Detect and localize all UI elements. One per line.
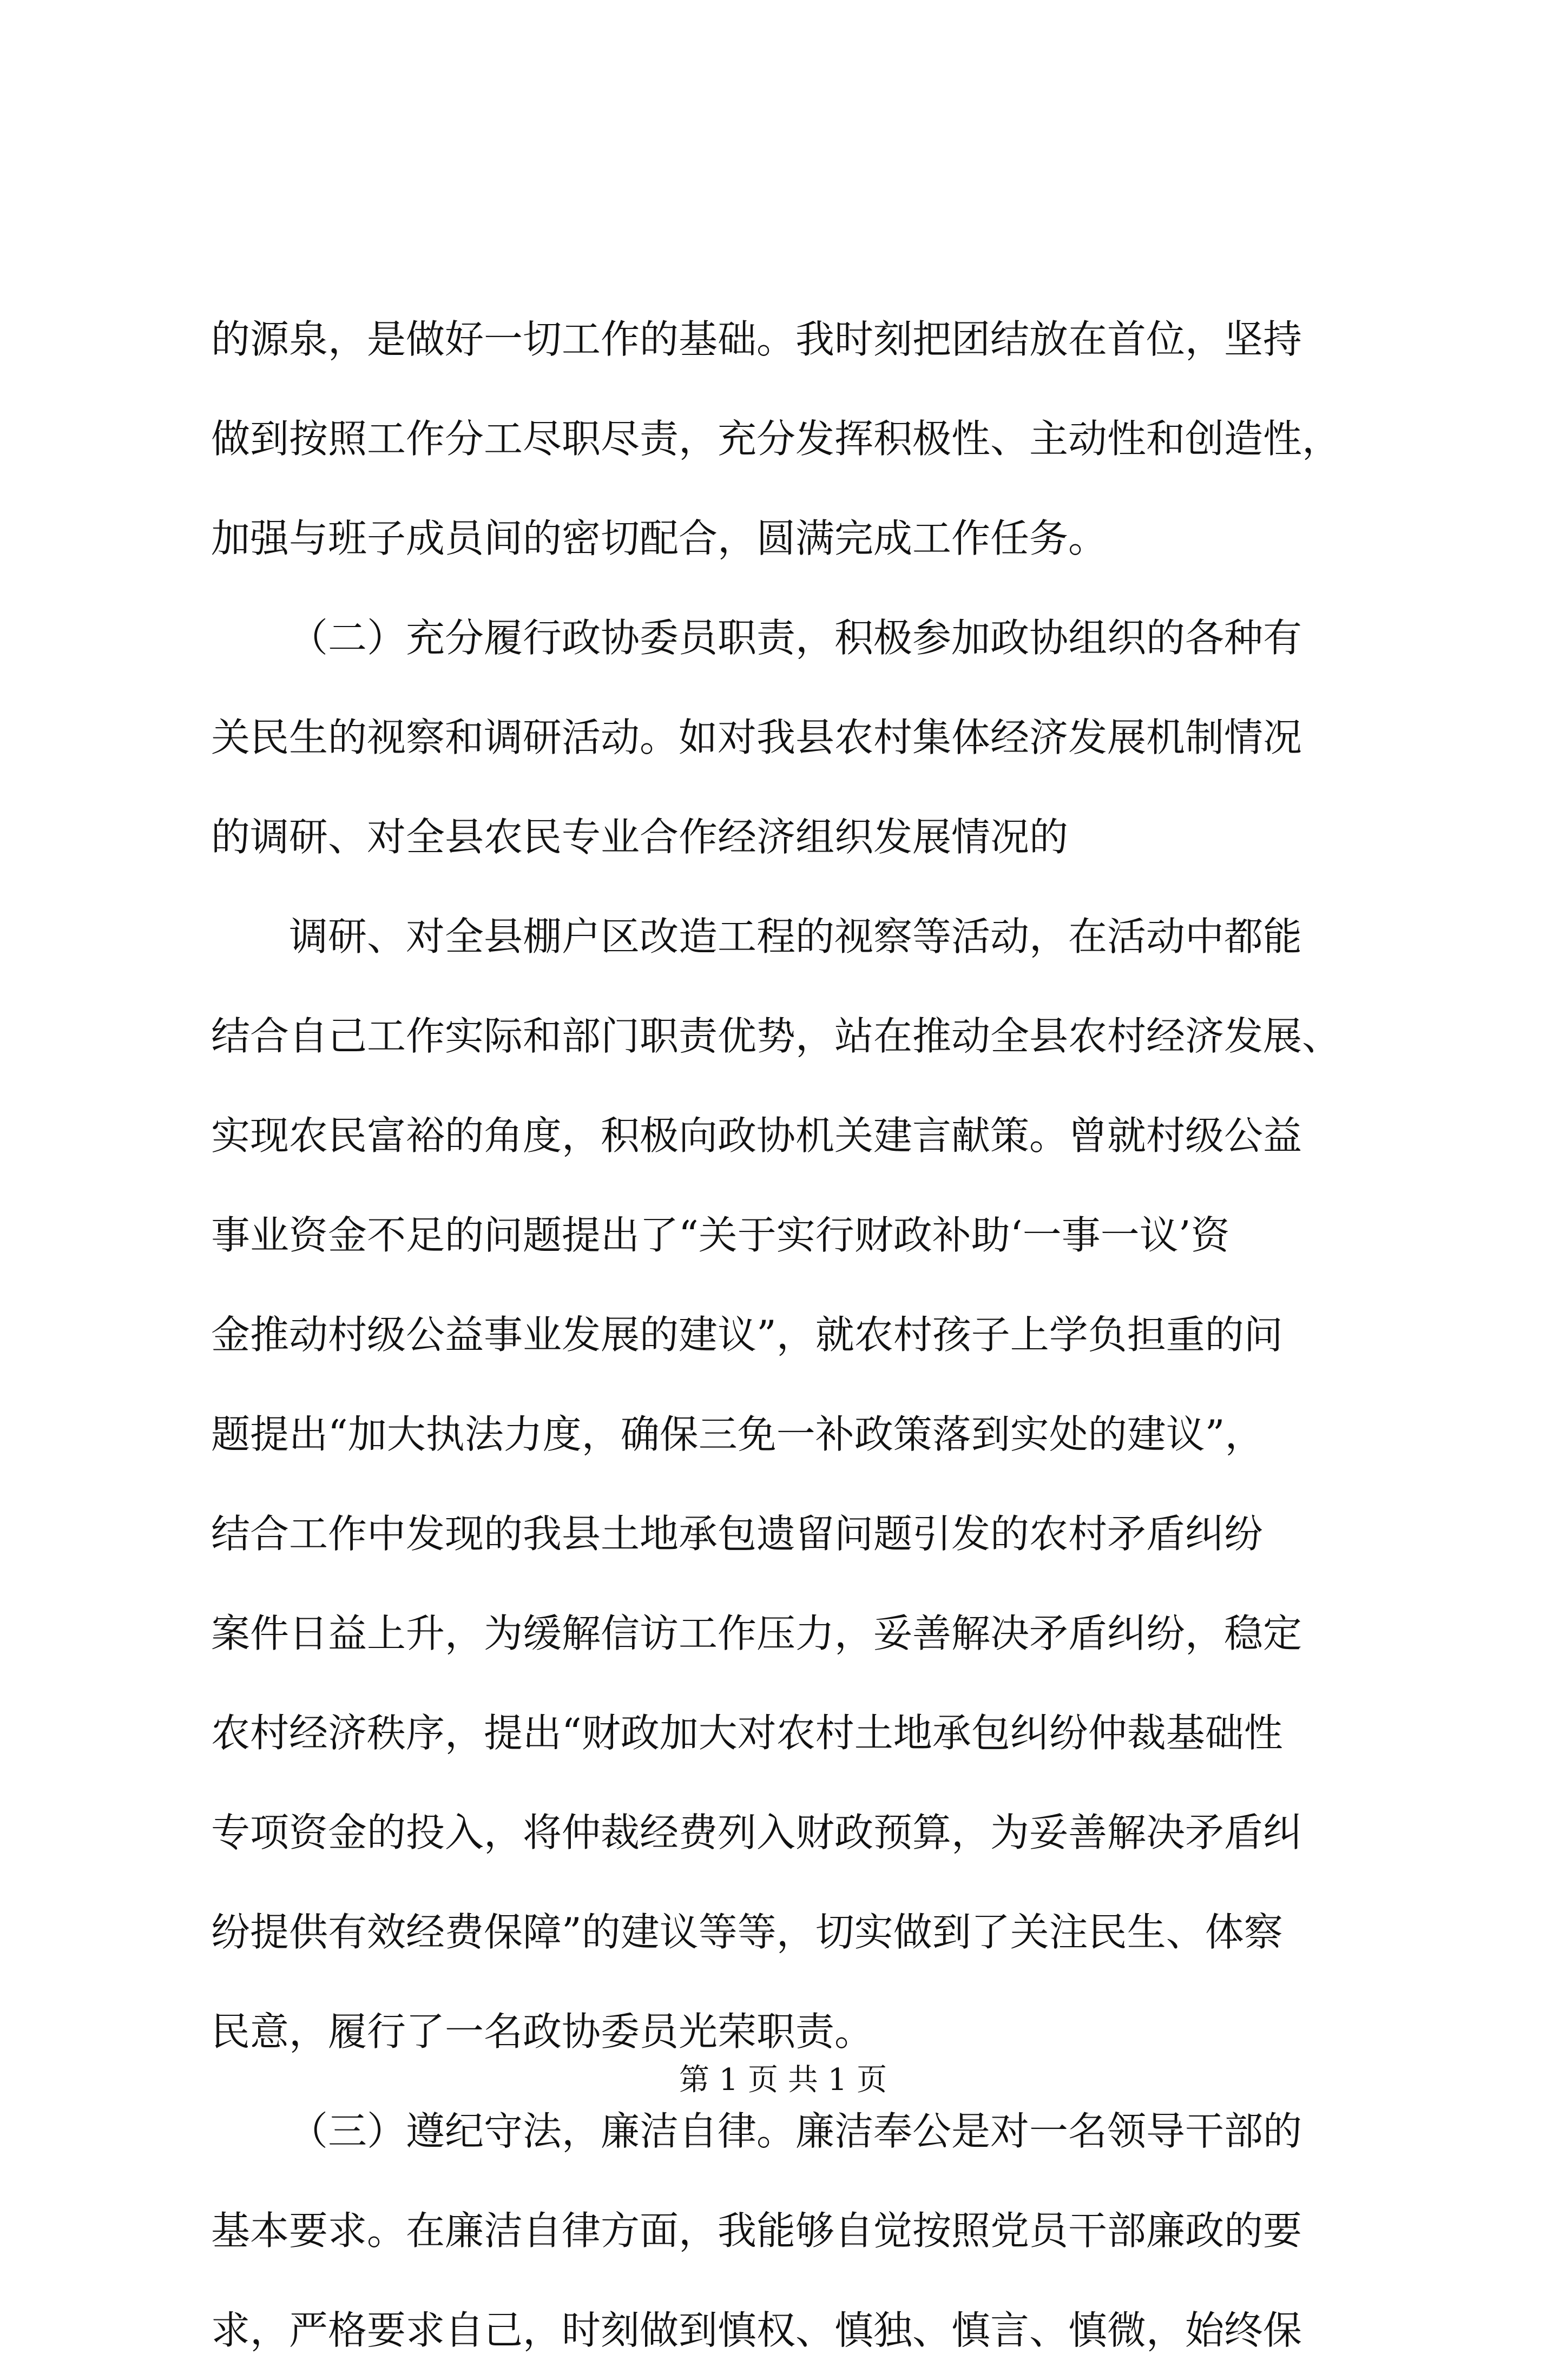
text-line: 调研、对全县棚户区改造工程的视察等活动，在活动中都能 bbox=[289, 914, 1302, 959]
text-line: 农村经济秩序，提出“财政加大对农村土地承包纠纷仲裁基础性 bbox=[211, 1710, 1283, 1756]
text-line: 做到按照工作分工尽职尽责，充分发挥积极性、主动性和创造性， bbox=[211, 416, 1341, 462]
text-line: 加强与班子成员间的密切配合，圆满完成工作任务。 bbox=[211, 516, 1108, 561]
text-line: 纷提供有效经费保障”的建议等等，切实做到了关注民生、体察 bbox=[211, 1909, 1283, 1955]
text-line: 结合自己工作实际和部门职责优势，站在推动全县农村经济发展、 bbox=[211, 1013, 1341, 1059]
text-line: 民意，履行了一名政协委员光荣职责。 bbox=[211, 2009, 874, 2054]
page-footer: 第 1 页 共 1 页 bbox=[679, 2062, 887, 2098]
text-line: 专项资金的投入，将仲裁经费列入财政预算，为妥善解决矛盾纠 bbox=[211, 1810, 1302, 1855]
text-line: （二）充分履行政协委员职责，积极参加政协组织的各种有 bbox=[289, 615, 1302, 661]
text-line: 的调研、对全县农民专业合作经济组织发展情况的 bbox=[211, 814, 1069, 860]
text-line: 求，严格要求自己，时刻做到慎权、慎独、慎言、慎微，始终保 bbox=[211, 2308, 1302, 2353]
text-line: 事业资金不足的问题提出了“关于实行财政补助‘一事一议’资 bbox=[211, 1212, 1230, 1258]
text-line: 结合工作中发现的我县土地承包遗留问题引发的农村矛盾纠纷 bbox=[211, 1511, 1264, 1557]
text-line: 的源泉，是做好一切工作的基础。我时刻把团结放在首位，坚持 bbox=[211, 317, 1302, 362]
text-line: 基本要求。在廉洁自律方面，我能够自觉按照党员干部廉政的要 bbox=[211, 2208, 1302, 2253]
text-line: 关民生的视察和调研活动。如对我县农村集体经济发展机制情况 bbox=[211, 715, 1302, 760]
text-line: 实现农民富裕的角度，积极向政协机关建言献策。曾就村级公益 bbox=[211, 1113, 1302, 1158]
text-line: 金推动村级公益事业发展的建议”，就农村孩子上学负担重的问 bbox=[211, 1312, 1283, 1357]
text-line: （三）遵纪守法，廉洁自律。廉洁奉公是对一名领导干部的 bbox=[289, 2108, 1302, 2154]
text-line: 案件日益上升，为缓解信访工作压力，妥善解决矛盾纠纷，稳定 bbox=[211, 1611, 1302, 1656]
text-line: 题提出“加大执法力度，确保三免一补政策落到实处的建议”， bbox=[211, 1412, 1264, 1457]
